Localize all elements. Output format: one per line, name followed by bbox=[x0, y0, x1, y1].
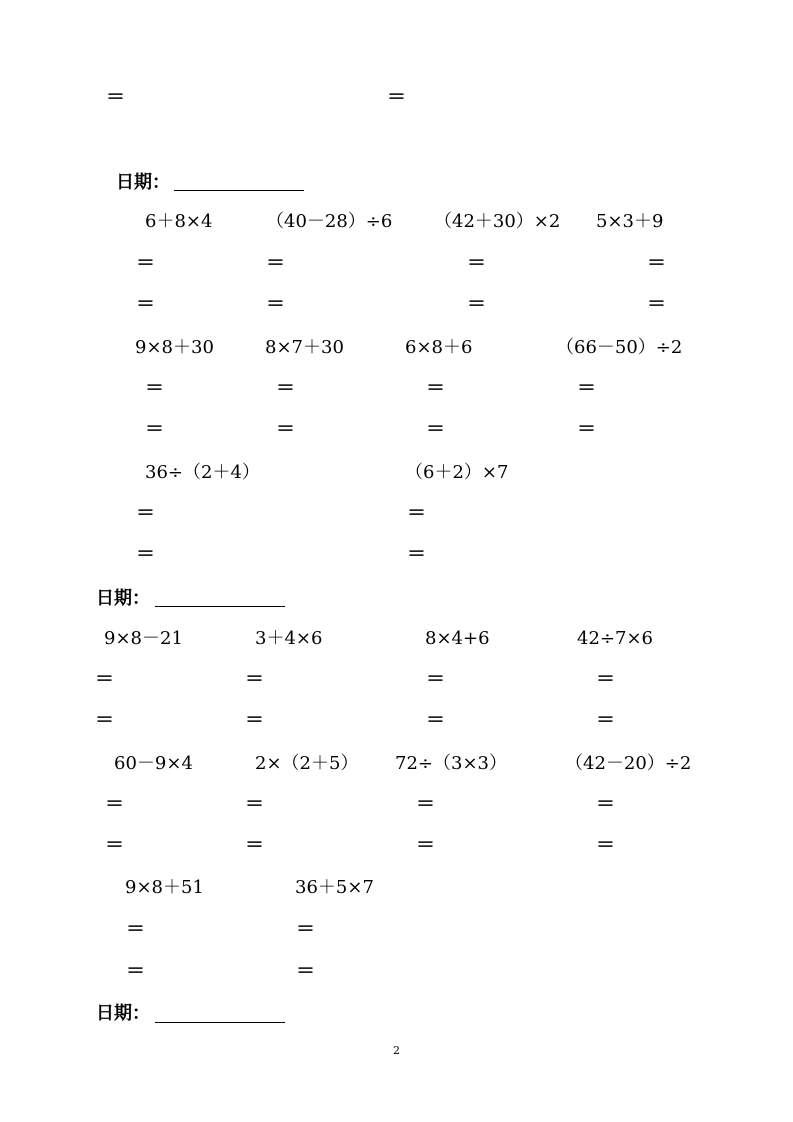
equals-sign: ＝ bbox=[95, 709, 115, 731]
equals-sign: ＝ bbox=[467, 252, 487, 274]
equals-sign: ＝ bbox=[387, 86, 407, 108]
equals-sign: ＝ bbox=[407, 502, 427, 524]
date-blank[interactable] bbox=[174, 190, 304, 191]
date-blank[interactable] bbox=[155, 606, 285, 607]
expression: 9×8＋30 bbox=[135, 337, 214, 358]
expression: （42－20）÷2 bbox=[565, 753, 692, 774]
equals-sign: ＝ bbox=[426, 418, 446, 440]
equals-sign: ＝ bbox=[596, 793, 616, 815]
equals-sign: ＝ bbox=[596, 834, 616, 856]
equals-sign: ＝ bbox=[245, 668, 265, 690]
expression: 9×8＋51 bbox=[125, 877, 204, 898]
equals-sign: ＝ bbox=[467, 293, 487, 315]
expression: （6＋2）×7 bbox=[405, 462, 509, 483]
equals-sign: ＝ bbox=[596, 668, 616, 690]
equals-sign: ＝ bbox=[105, 834, 125, 856]
equals-sign: ＝ bbox=[426, 377, 446, 399]
equals-sign: ＝ bbox=[647, 252, 667, 274]
expression: 5×3＋9 bbox=[596, 211, 664, 232]
date-blank[interactable] bbox=[155, 1022, 285, 1023]
equals-sign: ＝ bbox=[126, 960, 146, 982]
equals-sign: ＝ bbox=[296, 918, 316, 940]
equals-sign: ＝ bbox=[276, 418, 296, 440]
equals-sign: ＝ bbox=[596, 709, 616, 731]
equals-sign: ＝ bbox=[245, 709, 265, 731]
equals-sign: ＝ bbox=[266, 252, 286, 274]
equals-sign: ＝ bbox=[136, 293, 156, 315]
equals-sign: ＝ bbox=[647, 293, 667, 315]
date-label: 日期： bbox=[96, 1003, 150, 1024]
expression: 42÷7×6 bbox=[577, 628, 653, 649]
equals-sign: ＝ bbox=[276, 377, 296, 399]
expression: 60－9×4 bbox=[114, 753, 193, 774]
expression: （40－28）÷6 bbox=[266, 211, 393, 232]
equals-sign: ＝ bbox=[126, 918, 146, 940]
expression: 3＋4×6 bbox=[255, 628, 323, 649]
expression: 8×7＋30 bbox=[265, 337, 344, 358]
equals-sign: ＝ bbox=[145, 418, 165, 440]
equals-sign: ＝ bbox=[245, 834, 265, 856]
expression: 6＋8×4 bbox=[145, 211, 213, 232]
expression: 6×8＋6 bbox=[405, 337, 473, 358]
equals-sign: ＝ bbox=[296, 960, 316, 982]
equals-sign: ＝ bbox=[426, 668, 446, 690]
equals-sign: ＝ bbox=[95, 668, 115, 690]
equals-sign: ＝ bbox=[106, 86, 126, 108]
equals-sign: ＝ bbox=[136, 502, 156, 524]
equals-sign: ＝ bbox=[577, 377, 597, 399]
equals-sign: ＝ bbox=[145, 377, 165, 399]
expression: （42＋30）×2 bbox=[434, 211, 561, 232]
expression: 36÷（2＋4） bbox=[145, 462, 260, 483]
equals-sign: ＝ bbox=[416, 793, 436, 815]
expression: 8×4+6 bbox=[425, 628, 490, 649]
equals-sign: ＝ bbox=[426, 709, 446, 731]
date-label: 日期： bbox=[96, 588, 150, 609]
expression: 36＋5×7 bbox=[295, 877, 374, 898]
equals-sign: ＝ bbox=[245, 793, 265, 815]
expression: 9×8－21 bbox=[104, 628, 183, 649]
expression: 2×（2＋5） bbox=[255, 753, 359, 774]
page-number: 2 bbox=[393, 1044, 400, 1057]
equals-sign: ＝ bbox=[407, 543, 427, 565]
equals-sign: ＝ bbox=[416, 834, 436, 856]
equals-sign: ＝ bbox=[105, 793, 125, 815]
date-label: 日期： bbox=[116, 172, 170, 193]
equals-sign: ＝ bbox=[577, 418, 597, 440]
equals-sign: ＝ bbox=[136, 543, 156, 565]
expression: （66－50）÷2 bbox=[556, 337, 683, 358]
expression: 72÷（3×3） bbox=[395, 753, 507, 774]
equals-sign: ＝ bbox=[266, 293, 286, 315]
equals-sign: ＝ bbox=[136, 252, 156, 274]
